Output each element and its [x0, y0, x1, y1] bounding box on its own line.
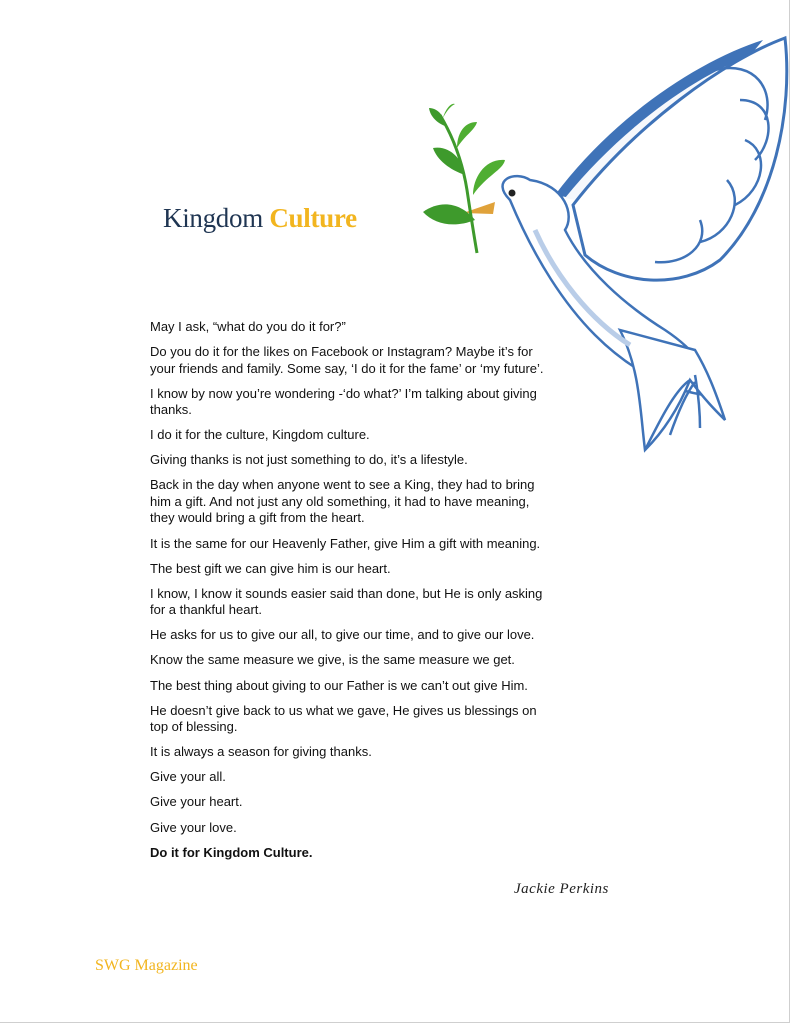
paragraph: I do it for the culture, Kingdom culture. — [150, 427, 370, 443]
paragraph: It is always a season for giving thanks. — [150, 744, 372, 760]
paragraph: May I ask, “what do you do it for?” — [150, 319, 346, 334]
closing-line: Do it for Kingdom Culture. — [150, 844, 313, 860]
paragraph: Do you do it for the likes on Facebook or Instagram? Maybe it’s for your friends and family. Some say, ‘I do it for the fame’ or ‘my future’. — [150, 344, 544, 376]
paragraph: It is the same for our Heavenly Father, give Him a gift with meaning. — [150, 535, 541, 551]
paragraph: He doesn’t give back to us what we gave, He gives us blessings on top of blessing. — [150, 702, 537, 735]
author-signature: Jackie Perkins — [514, 881, 609, 897]
paragraph: The best thing about giving to our Father is we can’t out give Him. — [150, 677, 528, 693]
paragraph: Give your heart. — [150, 794, 243, 810]
title-word-culture: Culture — [269, 203, 357, 233]
paragraph: He asks for us to give our all, to give our time, and to give our love. — [150, 627, 535, 643]
title-word-kingdom: Kingdom — [163, 203, 263, 233]
page-title — [163, 203, 357, 234]
paragraph: The best gift we can give him is our heart. — [150, 560, 391, 576]
paragraph: Know the same measure we give, is the same measure we get. — [150, 652, 515, 668]
paragraph: Give your all. — [150, 769, 226, 785]
article-body — [150, 319, 545, 870]
paragraph: Giving thanks is not just something to do, it’s a lifestyle. — [150, 452, 468, 468]
paragraph: I know by now you’re wondering -‘do what?’ I’m talking about giving thanks. — [150, 385, 537, 418]
paragraph: Back in the day when anyone went to see a King, they had to bring him a gift. And not just any old something, it had to have meaning, they would bring a gift from the heart. — [150, 477, 535, 526]
paragraph: I know, I know it sounds easier said than done, but He is only asking for a thankful heart. — [150, 585, 543, 618]
footer-magazine-name: SWG Magazine — [95, 957, 198, 974]
paragraph: Give your love. — [150, 819, 237, 835]
